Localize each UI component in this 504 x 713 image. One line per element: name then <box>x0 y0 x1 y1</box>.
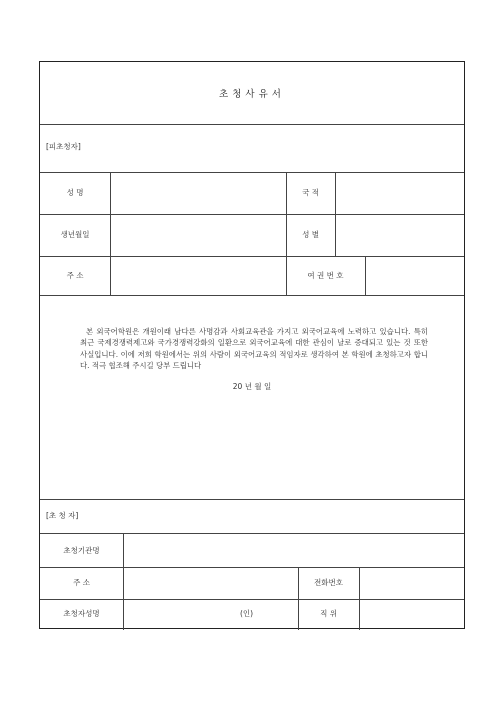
sex-label: 성 별 <box>302 230 319 239</box>
invitation-form <box>39 61 465 629</box>
position-label: 직 위 <box>320 609 337 618</box>
divider <box>40 214 464 215</box>
date-line: 20 년 월 일 <box>232 382 272 391</box>
reason-paragraph: 본 외국어학원은 개원이래 남다른 사명감과 사회교육관을 가지고 외국어교육에 노력하고 있습니다. 특히 최근 국제경쟁력제고와 국가경쟁력강화의 일환으로 외국어교육에 대한 관심이 날로 증대되고 있는 것 또한 사실입니다. 이에 저희 학원에서는 위의 사람이 외국어교육의 적임자로 생각하여 본 학원에 초청하고자 합니다. 적극 협조해 주시길 당부 드립니다 <box>80 327 428 371</box>
invitee-section-label: [피초청자] <box>46 142 81 151</box>
inviter-section-label: [초 청 자] <box>46 511 79 520</box>
seal-mark: (인) <box>240 609 254 618</box>
org-label: 초청기관명 <box>63 546 100 555</box>
divider <box>298 567 299 630</box>
phone-label: 전화번호 <box>314 578 343 587</box>
divider <box>40 124 464 125</box>
divider <box>40 533 464 534</box>
divider <box>359 567 360 630</box>
inviter-name-label: 초청자성명 <box>63 609 100 618</box>
name-label: 성 명 <box>66 188 84 197</box>
divider <box>40 256 464 257</box>
address-label: 주 소 <box>66 271 84 280</box>
divider <box>40 172 464 173</box>
divider <box>365 256 366 295</box>
divider <box>110 172 111 295</box>
birth-label: 생년월일 <box>60 230 90 239</box>
inviter-address-label: 주 소 <box>73 578 90 587</box>
divider <box>40 567 464 568</box>
divider <box>123 533 124 630</box>
divider <box>286 172 287 256</box>
divider <box>40 499 464 500</box>
divider <box>40 599 464 600</box>
form-title: 초청사유서 <box>219 89 285 100</box>
divider <box>40 295 464 296</box>
divider <box>335 172 336 256</box>
nationality-label: 국 적 <box>302 188 319 197</box>
passport-label: 여 권 번 호 <box>307 271 344 280</box>
